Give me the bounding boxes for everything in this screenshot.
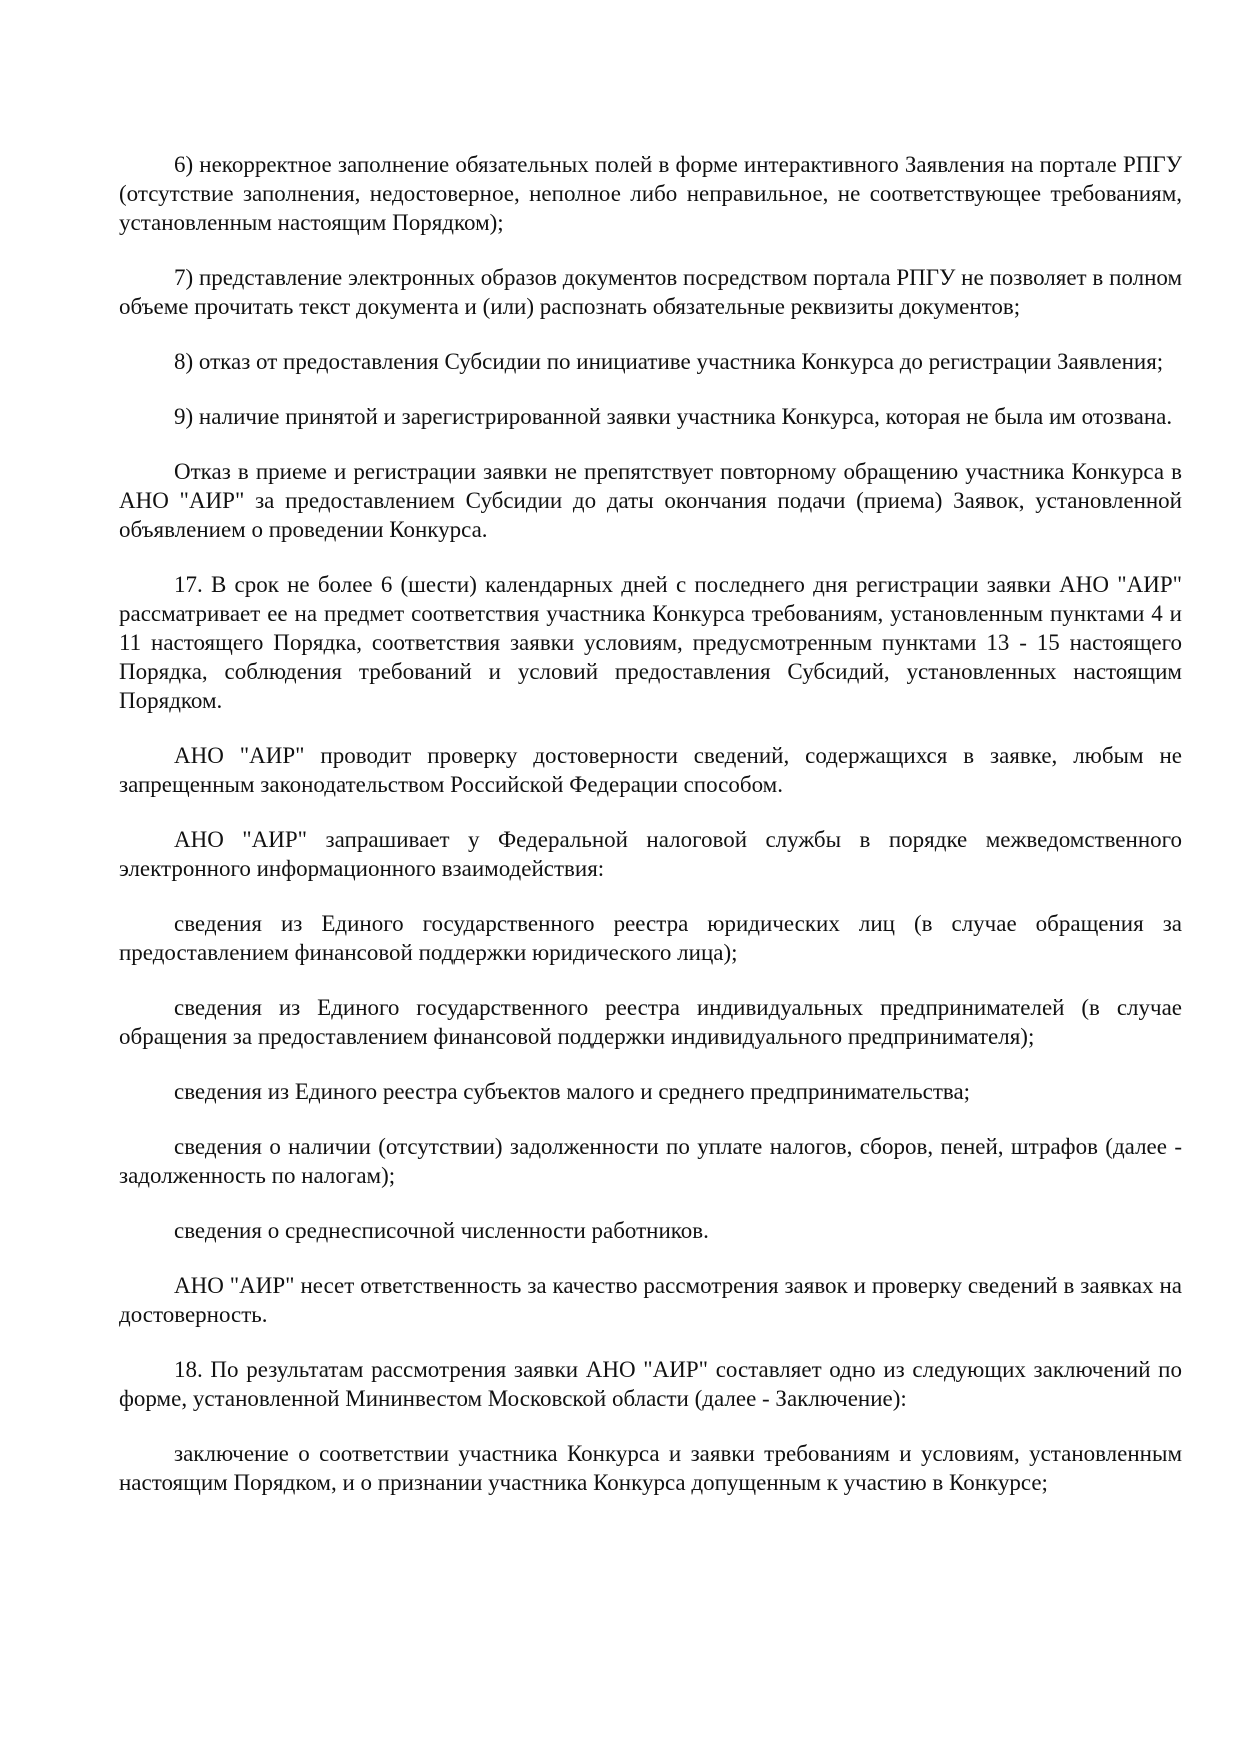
paragraph-clause-17: 17. В срок не более 6 (шести) календарных дней с последнего дня регистрации заявки АНО "АИР" рассматривает ее на предмет соответствия участника Конкурса требованиям, установленным пунктами 4 и 11 настоящего Порядка, соответствия заявки условиям, предусмотренным пунктами 13 - 15 настоящего Порядка, соблюдения требований и условий предоставления Субсидий, установленных настоящим Порядком. [119,572,1182,713]
paragraph-item-9: 9) наличие принятой и зарегистрированной заявки участника Конкурса, которая не была им отозвана. [174,404,1173,429]
paragraph-clause-18: 18. По результатам рассмотрения заявки АНО "АИР" составляет одно из следующих заключений по форме, установленной Мининвестом Московской области (далее - Заключение): [119,1357,1182,1411]
paragraph-conclusion-admitted: заключение о соответствии участника Конкурса и заявки требованиям и условиям, установленным настоящим Порядком, и о признании участника Конкурса допущенным к участию в Конкурсе; [119,1441,1182,1495]
paragraph-responsibility: АНО "АИР" несет ответственность за качество рассмотрения заявок и проверку сведений в заявках на достоверность. [119,1273,1182,1327]
paragraph-item-6: 6) некорректное заполнение обязательных полей в форме интерактивного Заявления на портале РПГУ (отсутствие заполнения, недостоверное, неполное либо неправильное, не соответствующее требованиям, установленным настоящим Порядком); [119,152,1182,235]
paragraph-headcount: сведения о среднесписочной численности работников. [174,1218,709,1243]
paragraph-sme-registry: сведения из Единого реестра субъектов малого и среднего предпринимательства; [174,1079,971,1104]
paragraph-fns-request: АНО "АИР" запрашивает у Федеральной налоговой службы в порядке межведомственного электронного информационного взаимодействия: [119,827,1182,881]
paragraph-verification: АНО "АИР" проводит проверку достоверности сведений, содержащихся в заявке, любым не запрещенным законодательством Российской Федерации способом. [119,743,1182,797]
paragraph-tax-debt: сведения о наличии (отсутствии) задолженности по уплате налогов, сборов, пеней, штрафов (далее - задолженность по налогам); [119,1134,1182,1188]
paragraph-egrip: сведения из Единого государственного реестра индивидуальных предпринимателей (в случае обращения за предоставлением финансовой поддержки индивидуального предпринимателя); [119,995,1182,1049]
document-body [119,150,1182,1523]
paragraph-item-7: 7) представление электронных образов документов посредством портала РПГУ не позволяет в полном объеме прочитать текст документа и (или) распознать обязательные реквизиты документов; [119,265,1182,319]
paragraph-item-8: 8) отказ от предоставления Субсидии по инициативе участника Конкурса до регистрации Заявления; [174,349,1164,374]
paragraph-refusal-note: Отказ в приеме и регистрации заявки не препятствует повторному обращению участника Конкурса в АНО "АИР" за предоставлением Субсидии до даты окончания подачи (приема) Заявок, установленной объявлением о проведении Конкурса. [119,459,1182,542]
paragraph-egrul: сведения из Единого государственного реестра юридических лиц (в случае обращения за предоставлением финансовой поддержки юридического лица); [119,911,1182,965]
